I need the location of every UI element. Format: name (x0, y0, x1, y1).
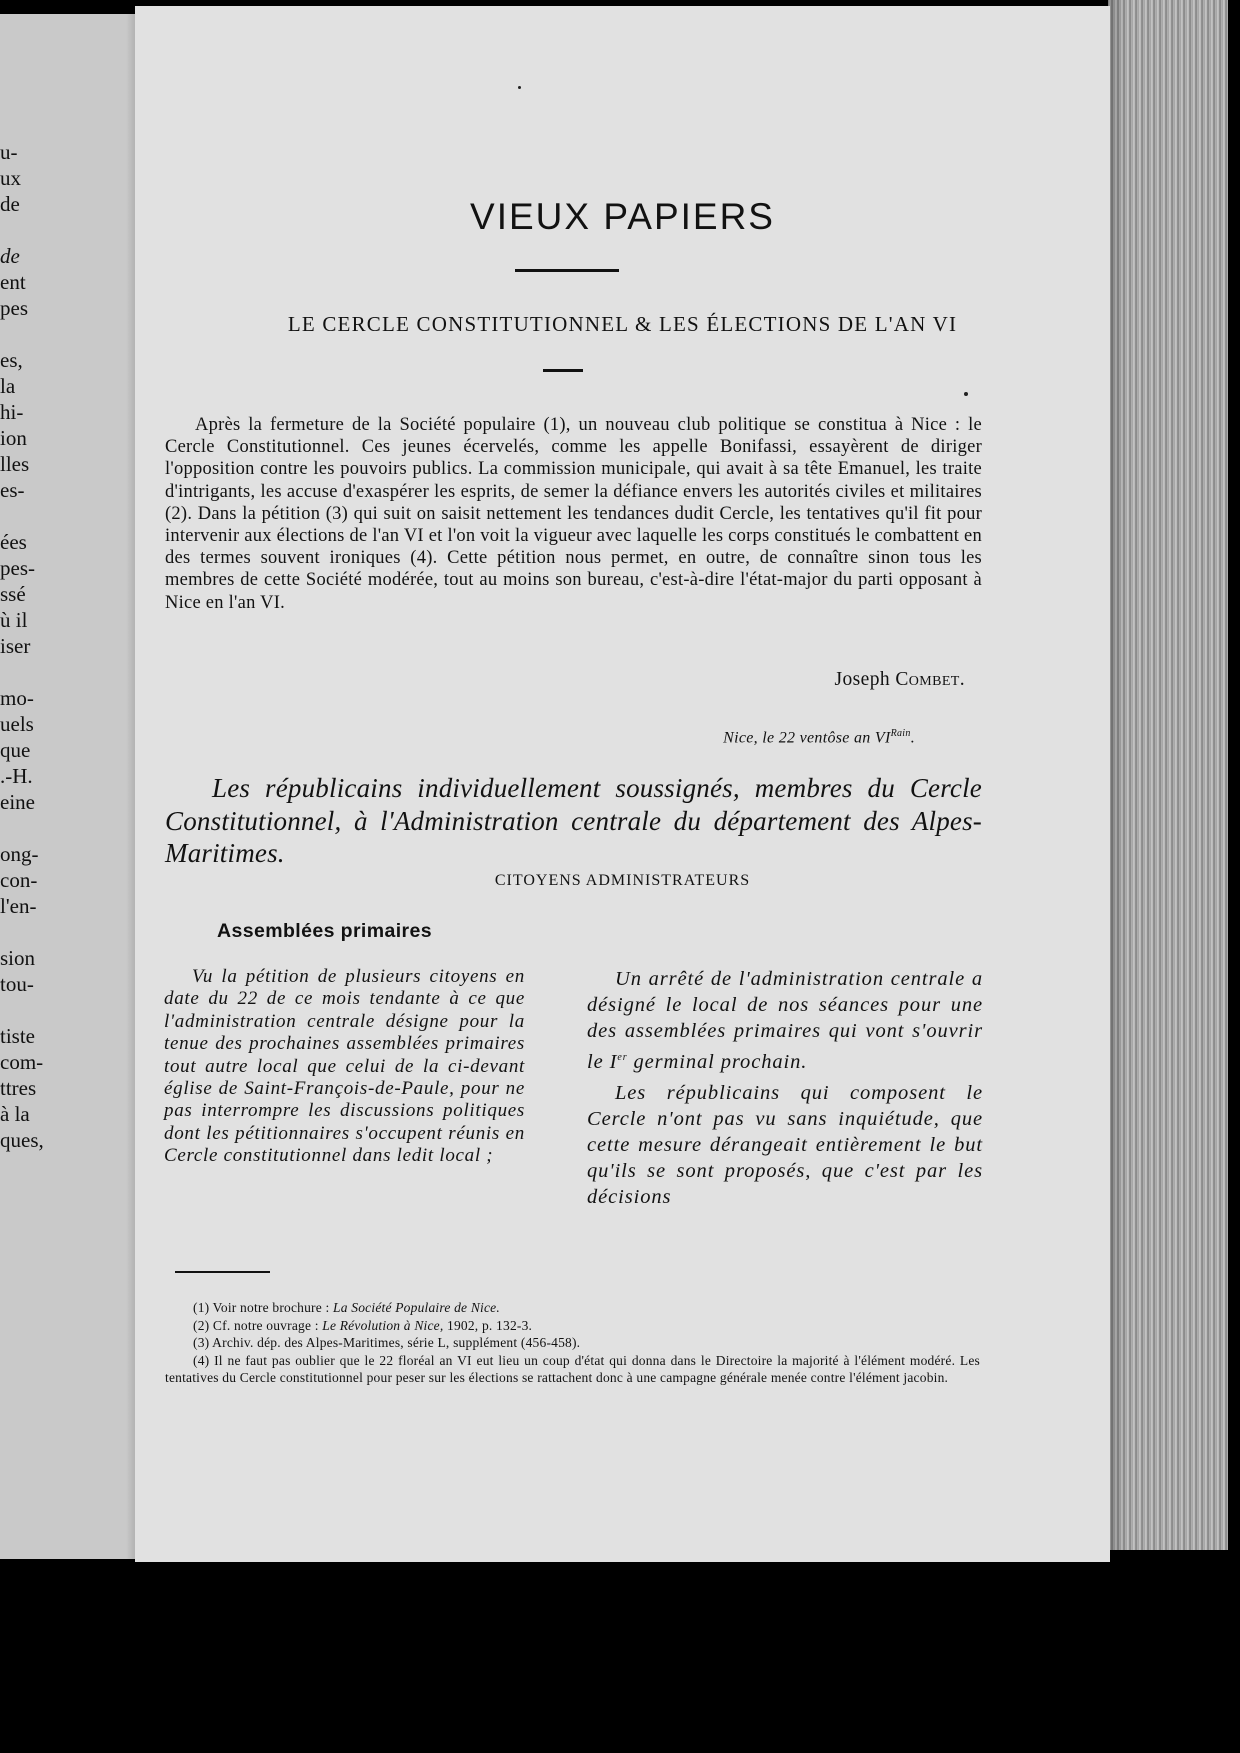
right-column-paragraph-1 (587, 966, 983, 1075)
footnote-4: (4) Il ne faut pas oublier que le 22 floréal an VI eut lieu un coup d'état qui donna dans le Directoire la majorité à l'élément modéré. Les tentatives du Cercle constitutionnel pour peser sur les élections se rattachent donc à une campagne générale menée contre l'élément jacobin. (165, 1352, 980, 1385)
left-page-line: con- (0, 868, 38, 892)
ordinal-superscript: er (617, 1051, 628, 1063)
left-page-line: uels (0, 712, 34, 736)
footnote-2 (165, 1317, 980, 1335)
left-page-line: tiste (0, 1024, 35, 1048)
left-page-line: mo- (0, 686, 34, 710)
left-page-line: ion (0, 426, 27, 450)
left-page-line: de (0, 244, 20, 268)
print-speck (964, 392, 968, 396)
subtitle-rule (543, 369, 583, 372)
print-speck (518, 86, 521, 89)
dateline: Nice, le 22 ventôse an $VI^{Rain}$. (723, 728, 915, 747)
left-page-line: com- (0, 1050, 44, 1074)
footnote-1 (165, 1299, 980, 1317)
left-page-line: u- (0, 140, 18, 164)
left-column (164, 966, 525, 1168)
article-subtitle: LE CERCLE CONSTITUTIONNEL & LES ÉLECTIONS DE L'AN VI (287, 312, 958, 336)
page-edges-stack (1108, 0, 1228, 1550)
right-column-text: Un arrêté de l'administration centrale a désigné le local de nos séances pour une des assemblées primaires qui vont s'ouvrir le I (587, 968, 983, 1073)
footnote-1-title: La Société Populaire de Nice. (333, 1300, 500, 1315)
left-page-line: ssé (0, 582, 26, 606)
left-page-line: ux (0, 166, 21, 190)
left-page-line: tou- (0, 972, 34, 996)
footnote-2-title: Le Révolution à Nice, (322, 1317, 444, 1333)
left-page-line: ttres (0, 1076, 37, 1100)
document-page (135, 6, 1110, 1562)
footnote-3: (3) Archiv. dép. des Alpes-Maritimes, série L, supplément (456-458). (193, 1335, 581, 1350)
left-page-line: que (0, 738, 31, 762)
footnote-2-pages: 1902, p. 132-3. (443, 1317, 533, 1333)
left-page-line: de (0, 192, 20, 216)
left-page-line: ques, (0, 1128, 44, 1152)
left-page-line: la (0, 374, 16, 398)
title-rule (515, 269, 619, 272)
petition-address: Les républicains individuellement soussignés, membres du Cercle Constitutionnel, à l'Administration centrale du département des Alpes-Maritimes. (165, 773, 982, 868)
page-title: VIEUX PAPIERS (470, 196, 775, 237)
left-page-line: iser (0, 634, 31, 658)
right-column-paragraph-2: Les républicains qui composent le Cercle n'ont pas vu sans inquiétude, que cette mesure dérangeait entièrement le but qu'ils se sont proposés, que c'est par les décisions (587, 1081, 983, 1209)
left-page-line: ées (0, 530, 27, 554)
left-column-paragraph: Vu la pétition de plusieurs citoyens en date du 22 de ce mois tendante à ce que l'administration centrale désigne pour la tenue des prochaines assemblées primaires tout autre local que celui de la ci-devant église de Saint-François-de-Paule, pour ne pas interrompre les discussions politiques dont les pétitionnaires s'occupent réunis en Cercle constitutionnel dans ledit local ; (164, 966, 525, 1167)
dateline-text: Nice, le 22 ventôse an VI (723, 729, 891, 747)
left-page-line: ong- (0, 842, 39, 866)
footnote-rule (175, 1271, 270, 1273)
author-signature (835, 669, 965, 691)
left-page-line: l'en- (0, 894, 37, 918)
intro-text: Après la fermeture de la Société populaire (1), un nouveau club politique se constitua à Nice : le Cercle Constitutionnel. Ces jeunes écervelés, comme les appelle Bonifassi, essayèrent de diriger l'opposition contre les pouvoirs publics. La commission municipale, qui avait à sa tête Emanuel, les traite d'intrigants, les accuse d'exaspérer les esprits, de semer la défiance envers les autorités civiles et militaires (2). Dans la pétition (3) qui suit on saisit nettement les tendances dudit Cercle, les tentatives qu'il fit pour intervenir aux élections de l'an VI et l'on voit la vigueur avec laquelle les corps constitués le combattent en des termes souvent ironiques (4). Cette pétition nous permet, en outre, de connaître sinon tous les membres de cette Société modérée, tout au moins son bureau, c'est-à-dire l'état-major du parti opposant à Nice en l'an VI. (165, 415, 982, 613)
footnotes (165, 1299, 980, 1387)
footnote-1-text: (1) Voir notre brochure : (193, 1300, 334, 1315)
left-page-line: lles (0, 452, 30, 476)
left-page-line: ent (0, 270, 26, 294)
left-page-line: hi- (0, 400, 24, 424)
dateline-superscript: Rain (890, 728, 911, 739)
intro-paragraph (165, 414, 982, 614)
right-column (587, 966, 983, 1211)
footnote-2-text: (2) Cf. notre ouvrage : (193, 1317, 323, 1333)
author-first-name: Joseph (834, 669, 891, 690)
left-page-line: .-H. (0, 764, 33, 788)
left-page-line: eine (0, 790, 35, 814)
author-last-name: Combet. (895, 669, 965, 690)
left-page-line: sion (0, 946, 36, 970)
left-page-line: pes (0, 296, 28, 320)
previous-page-edge (0, 14, 148, 1559)
page-edges-shadow (1108, 0, 1126, 1550)
left-page-line: à la (0, 1102, 30, 1126)
left-page-line: ù il (0, 608, 28, 632)
left-page-line: es, (0, 348, 23, 372)
right-column-text-end: germinal prochain. (627, 1050, 808, 1073)
left-page-line: es- (0, 478, 25, 502)
salutation: CITOYENS ADMINISTRATEURS (494, 872, 751, 889)
section-title: Assemblées primaires (217, 920, 433, 942)
left-page-line: pes- (0, 556, 35, 580)
